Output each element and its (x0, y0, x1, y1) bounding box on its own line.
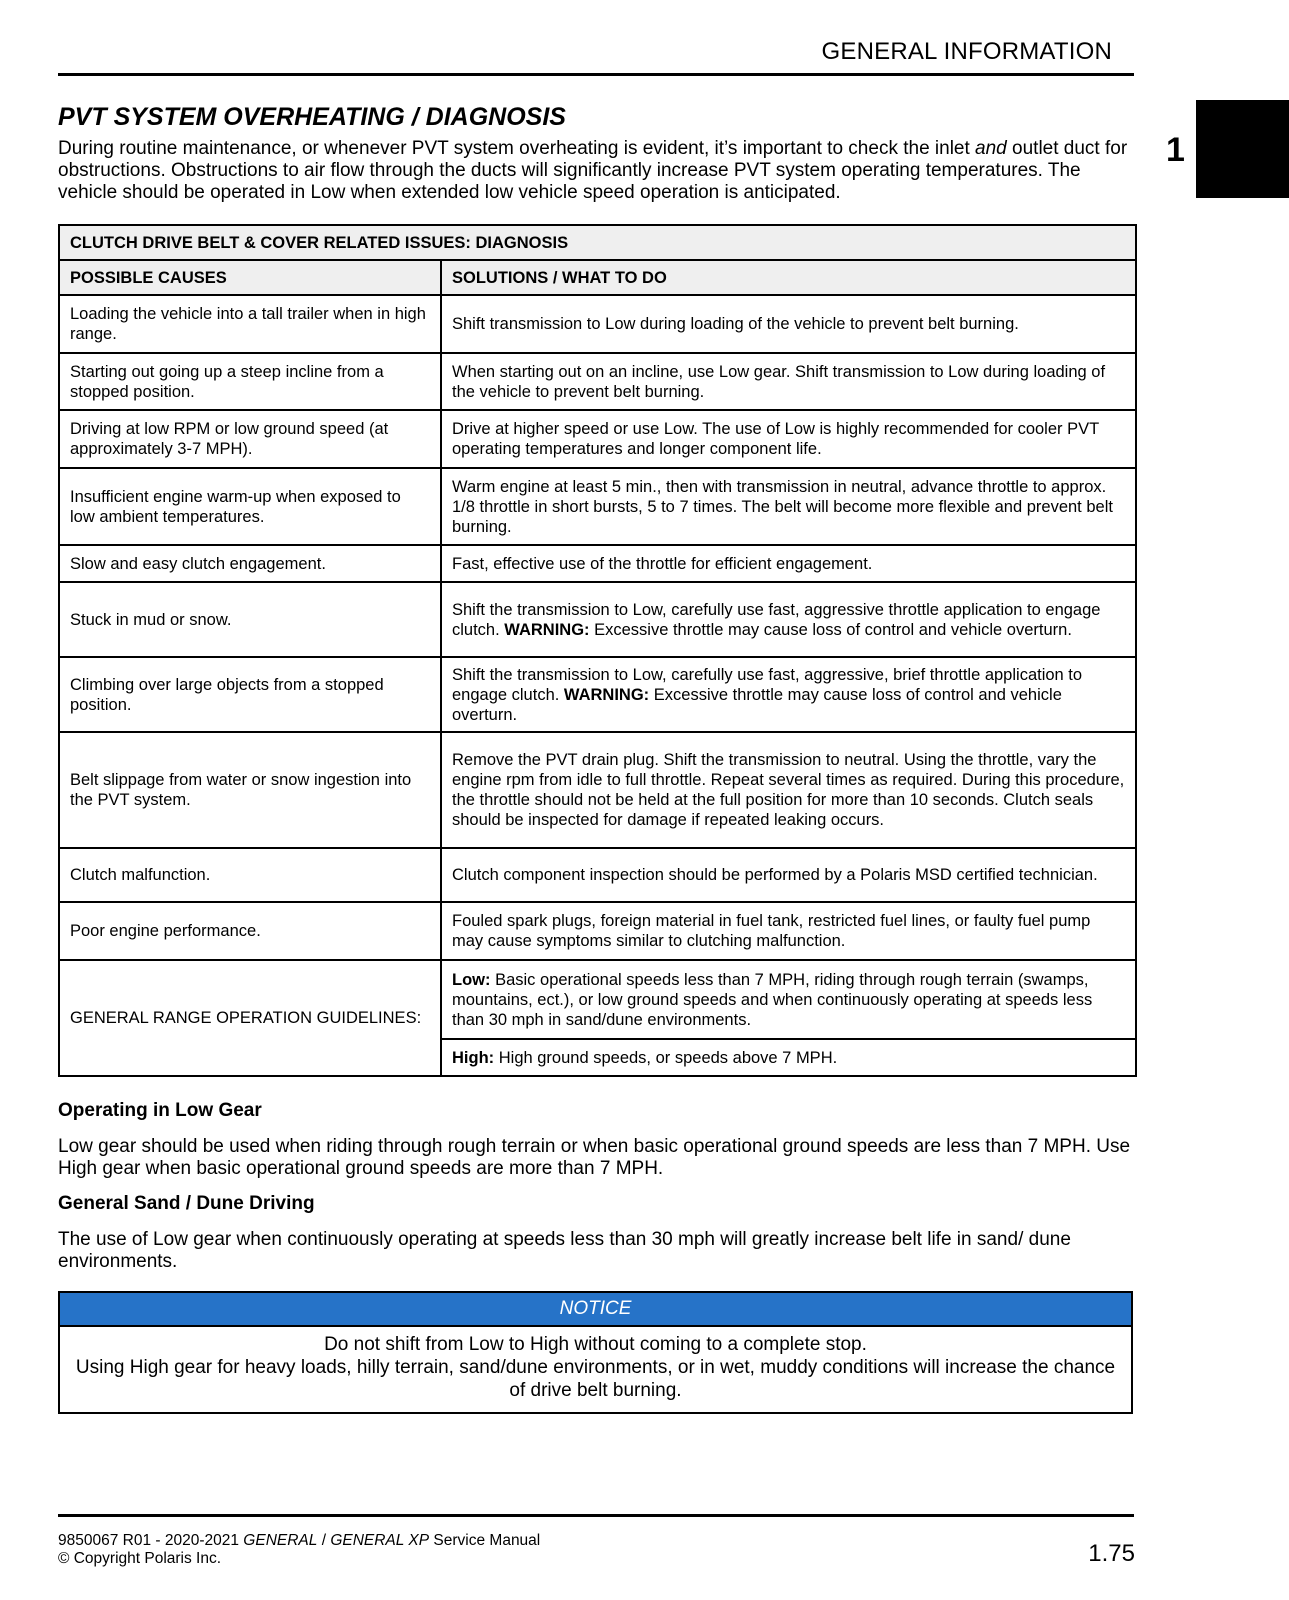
solution-cell: Drive at higher speed or use Low. The use of Low is highly recommended for cooler PVT operating temperatures and longer component life. (441, 410, 1136, 468)
cause-cell: Starting out going up a steep incline from a stopped position. (59, 353, 441, 410)
cause-cell: Stuck in mud or snow. (59, 582, 441, 657)
table-title: CLUTCH DRIVE BELT & COVER RELATED ISSUES: DIAGNOSIS (59, 225, 1136, 260)
low-gear-heading: Operating in Low Gear (58, 1100, 262, 1121)
table-row (59, 410, 1136, 468)
notice-body (60, 1327, 1131, 1412)
chapter-tab (1196, 100, 1289, 198)
warning-label: WARNING: (563, 685, 650, 704)
cause-cell: Insufficient engine warm-up when exposed to low ambient temperatures. (59, 468, 441, 545)
solution-cell: Warm engine at least 5 min., then with transmission in neutral, advance throttle to approx. 1/8 throttle in short bursts, 5 to 7 times. The belt will become more flexible and prevent belt burning. (441, 468, 1136, 545)
table-row (59, 848, 1136, 902)
notice-box (58, 1291, 1133, 1414)
solution-cell: When starting out on an incline, use Low gear. Shift transmission to Low during loading of the vehicle to prevent belt burning. (441, 353, 1136, 410)
cause-cell: Driving at low RPM or low ground speed (at approximately 3-7 MPH). (59, 410, 441, 468)
cause-cell: Loading the vehicle into a tall trailer when in high range. (59, 295, 441, 353)
solution-cell: Fouled spark plugs, foreign material in fuel tank, restricted fuel lines, or faulty fuel pump may cause symptoms similar to clutching malfunction. (441, 902, 1136, 960)
chapter-number: 1 (1166, 131, 1185, 169)
sand-dune-heading: General Sand / Dune Driving (58, 1193, 315, 1214)
cause-cell: Slow and easy clutch engagement. (59, 545, 441, 582)
running-header: GENERAL INFORMATION (821, 38, 1112, 65)
notice-line: Using High gear for heavy loads, hilly terrain, sand/dune environments, or in wet, muddy conditions will increase the chance of drive belt burning. (75, 1357, 1116, 1401)
cause-cell: Poor engine performance. (59, 902, 441, 960)
sand-dune-paragraph: The use of Low gear when continuously operating at speeds less than 30 mph will greatly increase belt life in sand/ dune environments. (58, 1229, 1071, 1272)
table-row (59, 353, 1136, 410)
diagnosis-table (58, 224, 1137, 1077)
page-number: 1.75 (1088, 1540, 1135, 1567)
solution-cell: Shift transmission to Low during loading of the vehicle to prevent belt burning. (441, 295, 1136, 353)
footer-copyright: © Copyright Polaris Inc. (58, 1550, 222, 1567)
range-high-cell: High: High ground speeds, or speeds above 7 MPH. (441, 1039, 1136, 1076)
footer-manual-title: 9850067 R01 - 2020-2021 GENERAL / GENERAL XP Service Manual (58, 1532, 541, 1549)
cause-cell: Climbing over large objects from a stopped position. (59, 657, 441, 732)
notice-line: Do not shift from Low to High without coming to a complete stop. (324, 1334, 867, 1355)
low-gear-paragraph: Low gear should be used when riding through rough terrain or when basic operational ground speeds are less than 7 MPH. Use High gear when basic operational ground speeds are more than 7 MPH. (58, 1136, 1131, 1179)
table-row (59, 545, 1136, 582)
footer-doc-info (58, 1532, 540, 1568)
header-rule (58, 73, 1134, 76)
range-guidelines-cell: GENERAL RANGE OPERATION GUIDELINES: (59, 960, 441, 1076)
table-row (59, 960, 1136, 1039)
footer-rule (58, 1514, 1134, 1517)
table-row (59, 902, 1136, 960)
solution-cell: Clutch component inspection should be performed by a Polaris MSD certified technician. (441, 848, 1136, 902)
notice-header: NOTICE (60, 1293, 1131, 1327)
table-row (59, 732, 1136, 848)
section-title: PVT SYSTEM OVERHEATING / DIAGNOSIS (58, 103, 566, 131)
range-low-cell: Low: Basic operational speeds less than 7 MPH, riding through rough terrain (swamps, mountains, ect.), or low ground speeds and when continuously operating at speeds less than 30 mph in sand/dune environments. (441, 960, 1136, 1039)
solution-cell: Fast, effective use of the throttle for efficient engagement. (441, 545, 1136, 582)
solution-cell: Shift the transmission to Low, carefully use fast, aggressive, brief throttle application to engage clutch. WARNING: Excessive throttle may cause loss of control and vehicle overturn. (441, 657, 1136, 732)
table-row (59, 468, 1136, 545)
intro-paragraph: During routine maintenance, or whenever PVT system overheating is evident, it’s important to check the inlet and outlet duct for obstructions. Obstructions to air flow through the ducts will significantly increase PVT system operating temperatures. The vehicle should be operated in Low when extended low vehicle speed operation is anticipated. (58, 138, 1128, 203)
cause-cell: Clutch malfunction. (59, 848, 441, 902)
table-row (59, 582, 1136, 657)
column-header-solutions: SOLUTIONS / WHAT TO DO (441, 260, 1136, 295)
solution-cell: Remove the PVT drain plug. Shift the transmission to neutral. Using the throttle, vary the engine rpm from idle to full throttle. Repeat several times as required. During this procedure, the throttle should not be held at the full position for more than 10 seconds. Clutch seals should be inspected for damage if repeated leaking occurs. (441, 732, 1136, 848)
table-row (59, 657, 1136, 732)
column-header-causes: POSSIBLE CAUSES (59, 260, 441, 295)
solution-cell: Shift the transmission to Low, carefully use fast, aggressive throttle application to engage clutch. WARNING: Excessive throttle may cause loss of control and vehicle overturn. (441, 582, 1136, 657)
table-row (59, 295, 1136, 353)
warning-label: WARNING: (504, 620, 590, 639)
cause-cell: Belt slippage from water or snow ingestion into the PVT system. (59, 732, 441, 848)
